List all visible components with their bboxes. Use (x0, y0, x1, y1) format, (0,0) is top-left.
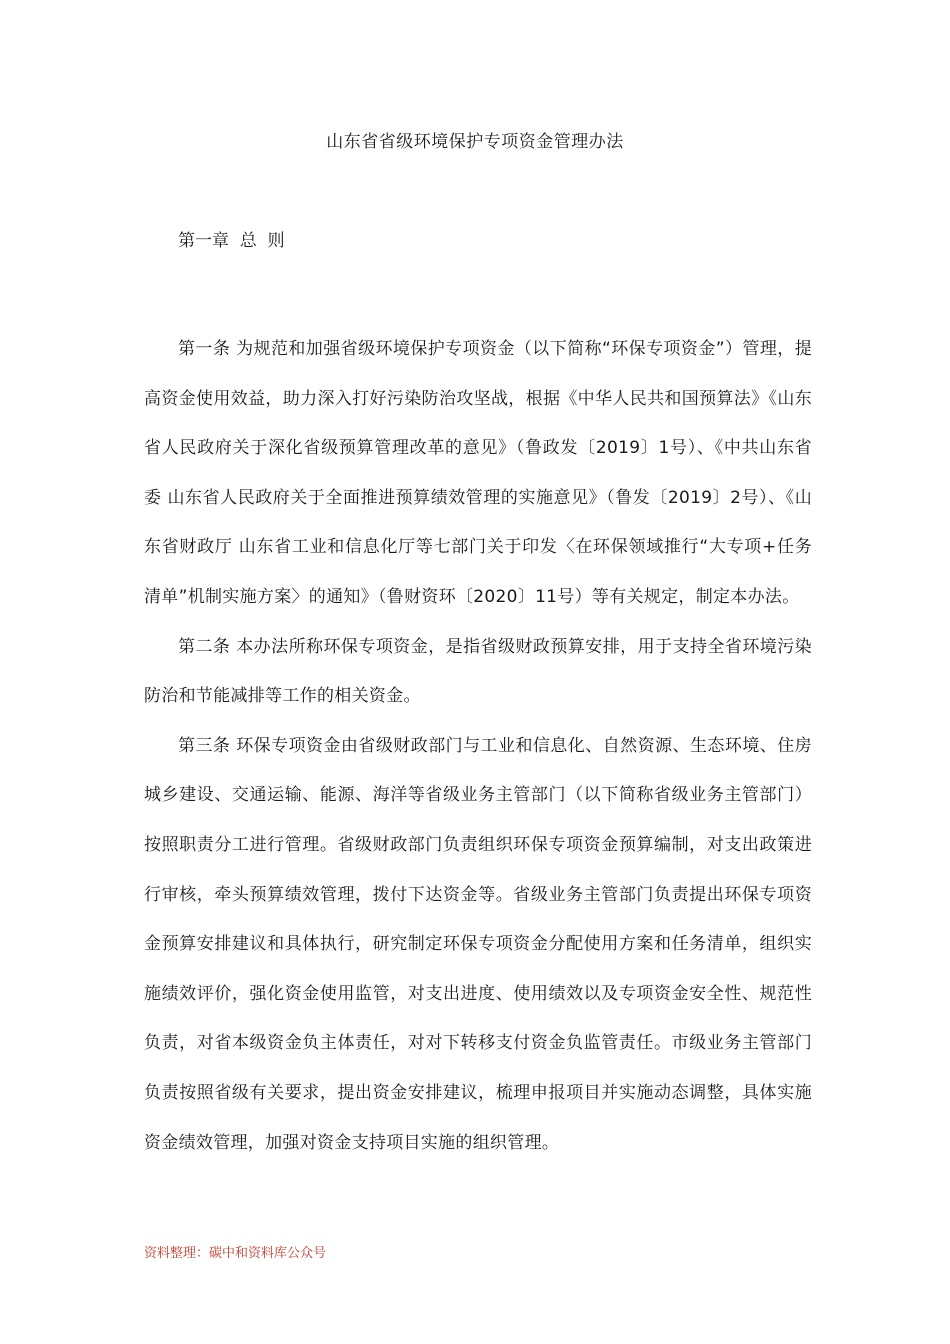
page-title: 山东省省级环境保护专项资金管理办法 (326, 132, 624, 152)
chapter-heading: 第一章 总 则 (178, 231, 285, 251)
source-footer-note: 资料整理：碳中和资料库公众号 (144, 1246, 327, 1261)
article-1-paragraph: 第一条 为规范和加强省级环境保护专项资金（以下简称“环保专项资金”）管理，提高资金使用效益，助力深入打好污染防治攻坚战，根据《中华人民共和国预算法》《山东省人民政府关于深化省级预算管理改革的意见》（鲁政发〔2019〕1号）、《中共山东省委 山东省人民政府关于全面推进预算绩效管理的实施意见》（鲁发〔2019〕2号）、《山东省财政厅 山东省工业和信息化厅等七部门关于印发〈在环保领域推行“大专项+任务清单”机制实施方案〉的通知》（鲁财资环〔2020〕11号）等有关规定，制定本办法。 (144, 339, 812, 607)
article-2-paragraph: 第二条 本办法所称环保专项资金，是指省级财政预算安排，用于支持全省环境污染防治和节能减排等工作的相关资金。 (144, 636, 812, 707)
document-body (144, 325, 812, 1168)
article-3-paragraph: 第三条 环保专项资金由省级财政部门与工业和信息化、自然资源、生态环境、住房城乡建设、交通运输、能源、海洋等省级业务主管部门（以下简称省级业务主管部门）按照职责分工进行管理。省级财政部门负责组织环保专项资金预算编制，对支出政策进行审核，牵头预算绩效管理，拨付下达资金等。省级业务主管部门负责提出环保专项资金预算安排建议和具体执行，研究制定环保专项资金分配使用方案和任务清单，组织实施绩效评价，强化资金使用监管，对支出进度、使用绩效以及专项资金安全性、规范性负责，对省本级资金负主体责任，对对下转移支付资金负监管责任。市级业务主管部门负责按照省级有关要求，提出资金安排建议，梳理申报项目并实施动态调整，具体实施资金绩效管理，加强对资金支持项目实施的组织管理。 (144, 735, 812, 1153)
